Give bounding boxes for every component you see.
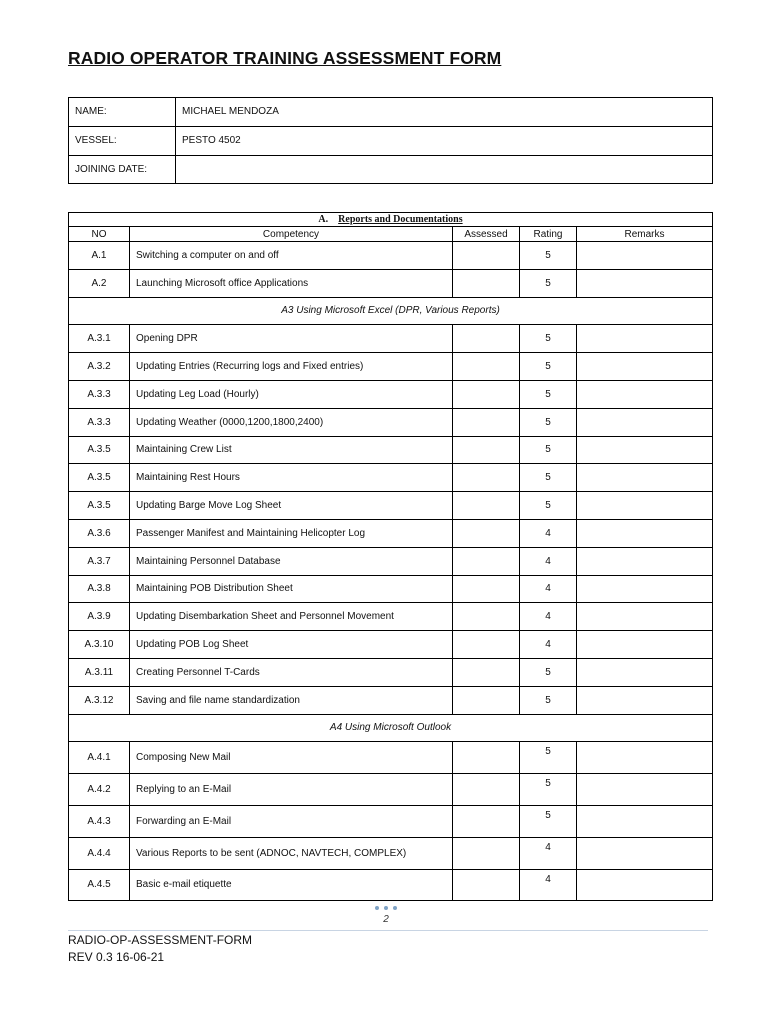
row-assessed [453,408,520,436]
row-assessed [453,837,520,869]
subsection-a4-title: A4 Using Microsoft Outlook [69,714,713,742]
table-row [69,603,713,631]
info-value: PESTO 4502 [176,126,713,155]
page-dots-icon [374,904,398,912]
row-competency: Various Reports to be sent (ADNOC, NAVTECH, COMPLEX) [130,837,453,869]
row-assessed [453,436,520,464]
row-remarks [577,575,713,603]
row-no: A.4.5 [69,869,130,901]
table-row [69,464,713,492]
dot-icon [393,906,397,910]
row-no: A.4.4 [69,837,130,869]
info-table [68,97,713,184]
row-rating: 5 [520,805,577,837]
row-competency: Passenger Manifest and Maintaining Helicopter Log [130,519,453,547]
info-label: JOINING DATE: [69,155,176,184]
info-value: MICHAEL MENDOZA [176,98,713,127]
row-no: A.1 [69,242,130,270]
row-rating: 5 [520,408,577,436]
dot-icon [375,906,379,910]
row-remarks [577,742,713,774]
row-assessed [453,380,520,408]
section-title-row [69,213,713,227]
row-competency: Saving and file name standardization [130,686,453,714]
row-remarks [577,837,713,869]
table-row [69,686,713,714]
subsection-a4-title-row [69,714,713,742]
row-no: A.2 [69,269,130,297]
row-remarks [577,658,713,686]
row-rating: 5 [520,353,577,381]
info-row-name [69,98,713,127]
row-no: A.3.11 [69,658,130,686]
row-remarks [577,325,713,353]
row-competency: Creating Personnel T-Cards [130,658,453,686]
row-assessed [453,742,520,774]
header-no: NO [69,227,130,242]
row-rating: 4 [520,869,577,901]
row-rating: 5 [520,492,577,520]
table-row [69,408,713,436]
row-remarks [577,869,713,901]
info-value [176,155,713,184]
row-remarks [577,353,713,381]
header-assessed: Assessed [453,227,520,242]
row-no: A.4.3 [69,805,130,837]
row-no: A.3.9 [69,603,130,631]
row-assessed [453,492,520,520]
table-row [69,658,713,686]
row-rating: 5 [520,464,577,492]
row-remarks [577,547,713,575]
info-label: VESSEL: [69,126,176,155]
row-no: A.4.1 [69,742,130,774]
header-remarks: Remarks [577,227,713,242]
row-competency: Updating Entries (Recurring logs and Fixed entries) [130,353,453,381]
info-label: NAME: [69,98,176,127]
table-row [69,269,713,297]
row-remarks [577,774,713,806]
row-remarks [577,805,713,837]
row-rating: 4 [520,631,577,659]
table-row [69,805,713,837]
header-competency: Competency [130,227,453,242]
row-no: A.3.5 [69,464,130,492]
section-name: Reports and Documentations [338,214,463,225]
section-label: A. [318,214,329,225]
table-row [69,837,713,869]
row-remarks [577,408,713,436]
row-assessed [453,631,520,659]
row-rating: 4 [520,603,577,631]
row-assessed [453,869,520,901]
row-assessed [453,519,520,547]
table-row [69,242,713,270]
table-row [69,774,713,806]
row-competency: Updating Weather (0000,1200,1800,2400) [130,408,453,436]
row-assessed [453,242,520,270]
row-remarks [577,631,713,659]
row-assessed [453,805,520,837]
row-competency: Switching a computer on and off [130,242,453,270]
row-remarks [577,519,713,547]
row-rating: 5 [520,269,577,297]
row-competency: Replying to an E-Mail [130,774,453,806]
row-no: A.3.1 [69,325,130,353]
row-rating: 4 [520,547,577,575]
row-assessed [453,686,520,714]
row-competency: Updating Disembarkation Sheet and Personnel Movement [130,603,453,631]
row-remarks [577,492,713,520]
row-competency: Maintaining Rest Hours [130,464,453,492]
section-title [69,213,713,227]
form-title: RADIO OPERATOR TRAINING ASSESSMENT FORM [68,48,502,68]
footer-doc-name: RADIO-OP-ASSESSMENT-FORM [68,933,253,947]
row-assessed [453,774,520,806]
table-row [69,869,713,901]
row-competency: Maintaining Crew List [130,436,453,464]
row-rating: 5 [520,742,577,774]
table-row [69,742,713,774]
row-assessed [453,353,520,381]
row-assessed [453,464,520,492]
dot-icon [384,906,388,910]
row-no: A.3.3 [69,408,130,436]
row-competency: Updating Leg Load (Hourly) [130,380,453,408]
row-remarks [577,269,713,297]
row-rating: 5 [520,436,577,464]
table-row [69,436,713,464]
row-no: A.4.2 [69,774,130,806]
footer-revision: REV 0.3 16-06-21 [68,950,165,964]
table-row [69,380,713,408]
table-row [69,519,713,547]
row-competency: Updating POB Log Sheet [130,631,453,659]
row-competency: Forwarding an E-Mail [130,805,453,837]
table-row [69,575,713,603]
table-header-row [69,227,713,242]
row-no: A.3.12 [69,686,130,714]
row-rating: 5 [520,380,577,408]
competency-table [68,212,713,901]
row-rating: 5 [520,325,577,353]
row-competency: Composing New Mail [130,742,453,774]
row-competency: Opening DPR [130,325,453,353]
footer-divider [68,930,708,931]
table-row [69,353,713,381]
row-rating: 5 [520,242,577,270]
row-rating: 5 [520,658,577,686]
row-remarks [577,242,713,270]
header-rating: Rating [520,227,577,242]
row-no: A.3.5 [69,492,130,520]
row-no: A.3.2 [69,353,130,381]
row-no: A.3.7 [69,547,130,575]
info-row-joining-date [69,155,713,184]
info-row-vessel [69,126,713,155]
table-row [69,631,713,659]
table-row [69,325,713,353]
row-rating: 5 [520,774,577,806]
subsection-a3-title: A3 Using Microsoft Excel (DPR, Various Reports) [69,297,713,325]
row-remarks [577,464,713,492]
table-row [69,492,713,520]
row-no: A.3.5 [69,436,130,464]
row-remarks [577,380,713,408]
row-rating: 4 [520,519,577,547]
row-competency: Updating Barge Move Log Sheet [130,492,453,520]
row-assessed [453,547,520,575]
row-rating: 4 [520,837,577,869]
row-competency: Maintaining POB Distribution Sheet [130,575,453,603]
row-remarks [577,686,713,714]
row-assessed [453,325,520,353]
row-competency: Launching Microsoft office Applications [130,269,453,297]
row-remarks [577,436,713,464]
table-row [69,547,713,575]
row-no: A.3.8 [69,575,130,603]
row-assessed [453,575,520,603]
page-number: 2 [383,914,389,925]
row-rating: 4 [520,575,577,603]
subsection-a3-title-row [69,297,713,325]
row-remarks [577,603,713,631]
row-rating: 5 [520,686,577,714]
row-competency: Basic e-mail etiquette [130,869,453,901]
row-no: A.3.3 [69,380,130,408]
row-competency: Maintaining Personnel Database [130,547,453,575]
row-no: A.3.10 [69,631,130,659]
row-assessed [453,269,520,297]
row-assessed [453,658,520,686]
row-no: A.3.6 [69,519,130,547]
row-assessed [453,603,520,631]
